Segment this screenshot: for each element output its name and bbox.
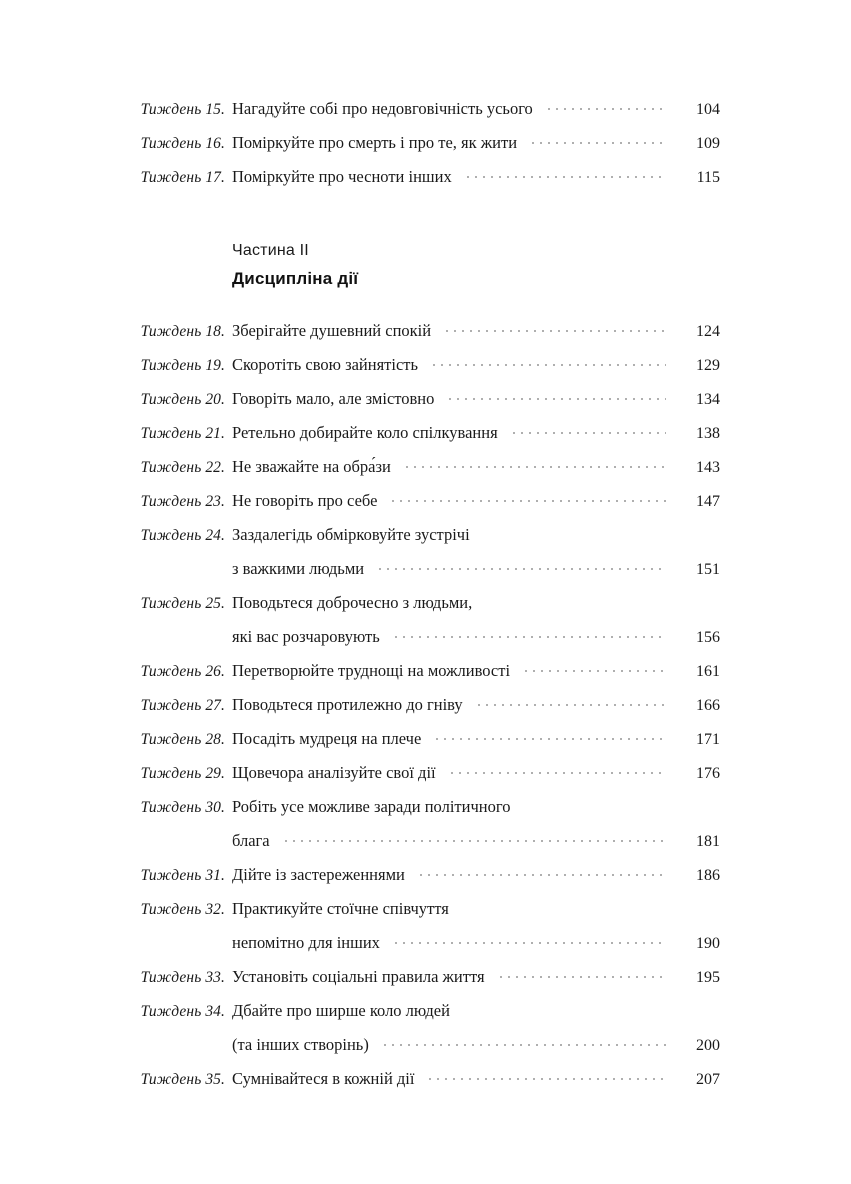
toc-entry[interactable] [0,762,851,796]
toc-entry-title-cell [225,388,690,409]
toc-entry-week-label: Тиждень 32. [140,901,225,918]
toc-entry-page-number[interactable]: 186 [696,867,720,884]
toc-entry-line [0,694,851,728]
toc-entry-page-number[interactable]: 176 [696,765,720,782]
toc-entry-title[interactable]: Дбайте про ширше коло людей [232,1001,450,1020]
toc-entry-title-cell [225,166,690,187]
toc-entry-line [0,1000,851,1034]
toc-entry-title-cell [225,98,690,119]
toc-entry-line [0,966,851,1000]
toc-entry-continuation-line [0,1034,851,1068]
toc-entry-page-number[interactable]: 129 [696,357,720,374]
toc-entry-page-number[interactable]: 134 [696,391,720,408]
toc-dot-leader [443,320,680,336]
toc-entry-page-number[interactable]: 104 [696,101,720,118]
toc-entry-page-number[interactable]: 143 [696,459,720,476]
toc-entry-week-label: Тиждень 20. [140,391,225,408]
toc-entry-page-number[interactable]: 109 [696,135,720,152]
toc-entry-line [0,320,851,354]
toc-entry-title-cell [225,456,690,477]
toc-entry-title-cell [225,762,690,783]
toc-entry-title[interactable]: Практикуйте стоїчне співчуття [232,899,449,918]
toc-entry-title-cell [225,524,690,545]
toc-entry[interactable] [0,694,851,728]
toc-entry-line [0,728,851,762]
toc-entry-title-cell [225,132,690,153]
toc-entry-title-cell [225,1000,690,1021]
toc-entry-week-label: Тиждень 29. [140,765,225,782]
toc-dot-leader [484,592,680,608]
toc-entry[interactable] [0,1068,851,1102]
toc-dot-leader [433,728,680,744]
toc-entry-title[interactable]: Дійте із застереженнями [232,865,405,884]
toc-entry-week-label: Тиждень 18. [140,323,225,340]
toc-entry-line [0,1068,851,1102]
toc-entry-week-label: Тиждень 28. [140,731,225,748]
toc-entry[interactable] [0,1000,851,1068]
toc-entry-week-label: Тиждень 24. [140,527,225,544]
toc-list [0,98,851,1102]
toc-dot-leader [282,830,680,846]
toc-entry-line [0,660,851,694]
toc-dot-leader [448,762,680,778]
toc-entry[interactable] [0,132,851,166]
toc-entry-title-cell [225,932,690,953]
toc-entry-line [0,354,851,388]
toc-entry-title[interactable]: Поміркуйте про смерть і про те, як жити [232,133,518,152]
toc-dot-leader [510,422,680,438]
toc-dot-leader [376,558,680,574]
toc-entry[interactable] [0,966,851,1000]
toc-entry-week-label: Тиждень 34. [140,1003,225,1020]
toc-entry-title[interactable]: Поводьтеся доброчесно з людьми, [232,593,473,612]
toc-entry-title-cell [225,1034,690,1055]
toc-entry-line [0,166,851,200]
toc-entry-title-cell [225,626,690,647]
toc-entry-title[interactable]: Робіть усе можливе заради політичного [232,797,511,816]
toc-dot-leader [464,166,680,182]
toc-entry-continuation-line [0,626,851,660]
toc-entry-title[interactable]: які вас розчаровують [232,627,380,646]
toc-entry-line [0,98,851,132]
toc-entry-week-label: Тиждень 23. [140,493,225,510]
toc-entry-title-cell [225,558,690,579]
toc-entry-page-number[interactable]: 195 [696,969,720,986]
toc-dot-leader [446,388,680,404]
toc-dot-leader [545,98,680,114]
toc-entry[interactable] [0,728,851,762]
toc-entry-title-cell [225,592,690,613]
toc-entry-continuation-line [0,932,851,966]
toc-entry-page-number[interactable]: 166 [696,697,720,714]
toc-entry[interactable] [0,456,851,490]
toc-entry-title[interactable]: (та інших створінь) [232,1035,369,1054]
toc-entry-page-number[interactable]: 200 [696,1037,720,1054]
toc-entry-week-label: Тиждень 30. [140,799,225,816]
toc-entry-title[interactable]: Зберігайте душевний спокій [232,321,432,340]
toc-entry-title[interactable]: Перетворюйте труднощі на можливості [232,661,511,680]
toc-entry-page-number[interactable]: 115 [696,169,720,186]
toc-entry-title[interactable]: Щовечора аналізуйте свої дії [232,763,436,782]
toc-entry[interactable] [0,490,851,524]
part-heading [0,238,851,294]
toc-entry-page-number[interactable]: 207 [696,1071,720,1088]
toc-entry-week-label: Тиждень 27. [140,697,225,714]
part-title: Дисципліна дії [232,269,359,288]
spacer [0,294,851,320]
toc-entry-line [0,592,851,626]
toc-entry-title-cell [225,864,690,885]
toc-entry[interactable] [0,660,851,694]
toc-entry[interactable] [0,166,851,200]
toc-entry-week-label: Тиждень 19. [140,357,225,374]
toc-dot-leader [403,456,680,472]
toc-entry-title[interactable]: Заздалегідь обмірковуйте зустрічі [232,525,470,544]
toc-entry[interactable] [0,320,851,354]
toc-entry-title-cell [225,728,690,749]
toc-dot-leader [522,796,680,812]
toc-entry-title[interactable]: Поводьтеся протилежно до гніву [232,695,463,714]
toc-entry-week-label: Тиждень 15. [140,101,225,118]
toc-entry-week-label: Тиждень 35. [140,1071,225,1088]
toc-entry-title-cell [225,830,690,851]
toc-entry-title[interactable]: з важкими людьми [232,559,365,578]
toc-entry[interactable] [0,898,851,966]
toc-entry-week-label: Тиждень 17. [140,169,225,186]
toc-entry-line [0,898,851,932]
toc-entry-page-number[interactable]: 147 [696,493,720,510]
toc-entry-line [0,796,851,830]
toc-entry-title-cell [225,490,690,511]
toc-entry-page-number[interactable]: 161 [696,663,720,680]
spacer [0,200,851,238]
toc-entry-title[interactable]: Ретельно добирайте коло спілкування [232,423,498,442]
toc-entry-page-number[interactable]: 181 [696,833,720,850]
toc-entry[interactable] [0,388,851,422]
toc-dot-leader [529,132,680,148]
toc-entry-title[interactable]: непомітно для інших [232,933,380,952]
toc-entry[interactable] [0,524,851,592]
toc-entry-week-label: Тиждень 25. [140,595,225,612]
toc-dot-leader [381,1034,680,1050]
toc-entry[interactable] [0,796,851,864]
toc-dot-leader [475,694,680,710]
toc-entry-title-cell [225,966,690,987]
toc-entry-page-number[interactable]: 151 [696,561,720,578]
toc-entry-title-cell [225,898,690,919]
toc-dot-leader [417,864,680,880]
toc-entry-title[interactable]: Поміркуйте про чесноти інших [232,167,452,186]
toc-dot-leader [522,660,680,676]
toc-entry-title[interactable]: Не зважайте на обра́зи [232,457,391,476]
toc-dot-leader [389,490,680,506]
toc-entry-page-number[interactable]: 124 [696,323,720,340]
toc-entry-line [0,456,851,490]
toc-entry-line [0,388,851,422]
toc-entry-title-cell [225,1068,690,1089]
toc-entry-line [0,422,851,456]
part-number-label: Частина II [232,242,309,259]
toc-entry[interactable] [0,864,851,898]
toc-dot-leader [462,1000,680,1016]
toc-entry-title-cell [225,354,690,375]
toc-entry-title[interactable]: блага [232,831,270,850]
toc-entry-title[interactable]: Посадіть мудреця на плече [232,729,422,748]
toc-entry-title[interactable]: Сумнівайтеся в кожній дії [232,1069,415,1088]
toc-dot-leader [392,932,680,948]
toc-entry-page-number[interactable]: 138 [696,425,720,442]
toc-entry-line [0,864,851,898]
toc-entry-title-cell [225,320,690,341]
toc-entry[interactable] [0,592,851,660]
toc-entry[interactable] [0,98,851,132]
toc-entry[interactable] [0,422,851,456]
toc-entry-week-label: Тиждень 26. [140,663,225,680]
toc-dot-leader [482,524,680,540]
toc-entry-week-label: Тиждень 33. [140,969,225,986]
toc-entry-title[interactable]: Не говоріть про себе [232,491,378,510]
toc-entry-line [0,762,851,796]
toc-dot-leader [430,354,680,370]
toc-entry-title[interactable]: Установіть соціальні правила життя [232,967,485,986]
toc-entry-continuation-line [0,558,851,592]
toc-entry-week-label: Тиждень 31. [140,867,225,884]
toc-dot-leader [426,1068,680,1084]
toc-entry-line [0,132,851,166]
toc-entry[interactable] [0,354,851,388]
toc-entry-title-cell [225,422,690,443]
toc-entry-week-label: Тиждень 21. [140,425,225,442]
toc-dot-leader [392,626,680,642]
toc-dot-leader [497,966,680,982]
toc-entry-title-cell [225,796,690,817]
toc-entry-title[interactable]: Нагадуйте собі про недовговічність усього [232,99,533,118]
toc-dot-leader [461,898,680,914]
toc-entry-title-cell [225,694,690,715]
toc-entry-line [0,524,851,558]
toc-entry-title-cell [225,660,690,681]
toc-entry-page-number[interactable]: 171 [696,731,720,748]
toc-entry-continuation-line [0,830,851,864]
toc-entry-page-number[interactable]: 156 [696,629,720,646]
toc-entry-title[interactable]: Говоріть мало, але змістовно [232,389,435,408]
toc-entry-week-label: Тиждень 16. [140,135,225,152]
toc-entry-page-number[interactable]: 190 [696,935,720,952]
toc-entry-title[interactable]: Скоротіть свою зайнятість [232,355,419,374]
toc-entry-line [0,490,851,524]
toc-entry-week-label: Тиждень 22. [140,459,225,476]
